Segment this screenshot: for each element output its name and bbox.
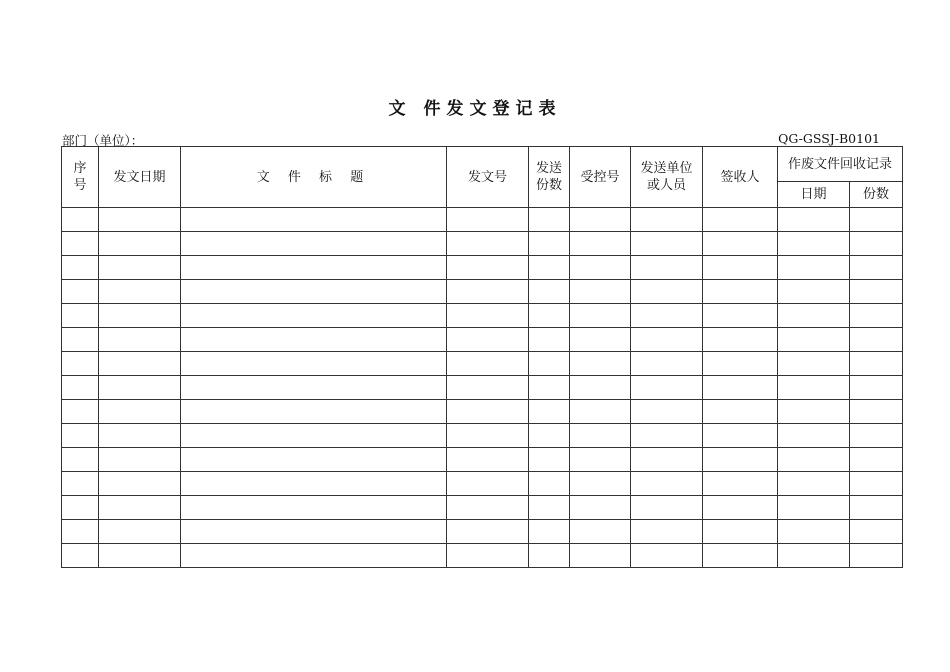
cell-doc-title[interactable]	[181, 520, 447, 544]
table-row	[62, 544, 903, 568]
cell-control-number[interactable]	[570, 496, 631, 520]
cell-recall-date[interactable]	[778, 232, 850, 256]
cell-control-number[interactable]	[570, 544, 631, 568]
cell-doc-number[interactable]	[447, 376, 529, 400]
cell-control-number[interactable]	[570, 352, 631, 376]
cell-seq[interactable]	[62, 376, 99, 400]
cell-send-date[interactable]	[99, 448, 181, 472]
cell-copies[interactable]	[529, 376, 570, 400]
cell-seq[interactable]	[62, 400, 99, 424]
cell-send-date[interactable]	[99, 352, 181, 376]
cell-seq[interactable]	[62, 256, 99, 280]
cell-doc-number[interactable]	[447, 448, 529, 472]
cell-signed-by[interactable]	[703, 424, 778, 448]
header-copies-line1: 发送	[535, 161, 562, 176]
cell-control-number[interactable]	[570, 400, 631, 424]
cell-signed-by[interactable]	[703, 472, 778, 496]
table-row	[62, 256, 903, 280]
table-row	[62, 208, 903, 232]
cell-send-date[interactable]	[99, 208, 181, 232]
cell-send-date[interactable]	[99, 232, 181, 256]
cell-recall-copies[interactable]	[850, 352, 903, 376]
cell-recall-date[interactable]	[778, 448, 850, 472]
cell-recall-date[interactable]	[778, 472, 850, 496]
cell-signed-by[interactable]	[703, 496, 778, 520]
cell-recipient[interactable]	[631, 520, 703, 544]
cell-doc-title[interactable]	[181, 280, 447, 304]
header-doc-number: 发文号	[447, 147, 529, 208]
cell-control-number[interactable]	[570, 520, 631, 544]
cell-doc-title[interactable]	[181, 544, 447, 568]
cell-recall-copies[interactable]	[850, 448, 903, 472]
cell-copies[interactable]	[529, 256, 570, 280]
cell-copies[interactable]	[529, 520, 570, 544]
cell-doc-title[interactable]	[181, 424, 447, 448]
cell-control-number[interactable]	[570, 376, 631, 400]
cell-send-date[interactable]	[99, 376, 181, 400]
register-table	[61, 146, 903, 568]
cell-send-date[interactable]	[99, 496, 181, 520]
cell-recall-date[interactable]	[778, 496, 850, 520]
table-row	[62, 280, 903, 304]
header-recall-copies: 份数	[850, 182, 903, 208]
cell-signed-by[interactable]	[703, 400, 778, 424]
cell-copies[interactable]	[529, 496, 570, 520]
cell-recall-date[interactable]	[778, 352, 850, 376]
cell-recall-date[interactable]	[778, 328, 850, 352]
cell-doc-number[interactable]	[447, 400, 529, 424]
cell-signed-by[interactable]	[703, 520, 778, 544]
cell-recall-copies[interactable]	[850, 328, 903, 352]
cell-recipient[interactable]	[631, 232, 703, 256]
cell-recall-date[interactable]	[778, 400, 850, 424]
cell-recall-copies[interactable]	[850, 520, 903, 544]
cell-signed-by[interactable]	[703, 544, 778, 568]
cell-seq[interactable]	[62, 424, 99, 448]
cell-seq[interactable]	[62, 304, 99, 328]
cell-send-date[interactable]	[99, 328, 181, 352]
table-row	[62, 424, 903, 448]
cell-doc-title[interactable]	[181, 448, 447, 472]
cell-doc-title[interactable]	[181, 256, 447, 280]
cell-recall-copies[interactable]	[850, 280, 903, 304]
cell-signed-by[interactable]	[703, 256, 778, 280]
cell-seq[interactable]	[62, 328, 99, 352]
cell-doc-number[interactable]	[447, 352, 529, 376]
header-recall-date: 日期	[778, 182, 850, 208]
cell-doc-number[interactable]	[447, 496, 529, 520]
header-send-date: 发文日期	[99, 147, 181, 208]
cell-recipient[interactable]	[631, 544, 703, 568]
cell-control-number[interactable]	[570, 424, 631, 448]
table-row	[62, 472, 903, 496]
cell-recipient[interactable]	[631, 352, 703, 376]
cell-signed-by[interactable]	[703, 232, 778, 256]
cell-doc-number[interactable]	[447, 472, 529, 496]
cell-copies[interactable]	[529, 424, 570, 448]
cell-recipient[interactable]	[631, 472, 703, 496]
cell-control-number[interactable]	[570, 256, 631, 280]
cell-recall-copies[interactable]	[850, 208, 903, 232]
header-control-number: 受控号	[570, 147, 631, 208]
cell-recall-date[interactable]	[778, 208, 850, 232]
cell-recall-date[interactable]	[778, 304, 850, 328]
cell-copies[interactable]	[529, 304, 570, 328]
cell-recipient[interactable]	[631, 496, 703, 520]
cell-recall-date[interactable]	[778, 544, 850, 568]
table-row	[62, 304, 903, 328]
cell-doc-title[interactable]	[181, 208, 447, 232]
cell-doc-number[interactable]	[447, 520, 529, 544]
cell-doc-title[interactable]	[181, 328, 447, 352]
table-row	[62, 376, 903, 400]
cell-send-date[interactable]	[99, 256, 181, 280]
cell-send-date[interactable]	[99, 544, 181, 568]
cell-recall-copies[interactable]	[850, 400, 903, 424]
cell-copies[interactable]	[529, 472, 570, 496]
header-recipient	[631, 147, 703, 208]
cell-copies[interactable]	[529, 280, 570, 304]
cell-doc-title[interactable]	[181, 232, 447, 256]
table-row	[62, 520, 903, 544]
cell-control-number[interactable]	[570, 328, 631, 352]
cell-copies[interactable]	[529, 544, 570, 568]
header-recipient-line1: 发送单位	[640, 161, 693, 176]
cell-seq[interactable]	[62, 352, 99, 376]
cell-doc-number[interactable]	[447, 256, 529, 280]
form-code: QG-GSSJ-B0101	[778, 131, 880, 146]
table-row	[62, 328, 903, 352]
cell-recipient[interactable]	[631, 280, 703, 304]
cell-recipient[interactable]	[631, 256, 703, 280]
cell-copies[interactable]	[529, 352, 570, 376]
cell-doc-title[interactable]	[181, 376, 447, 400]
cell-doc-title[interactable]	[181, 304, 447, 328]
cell-recipient[interactable]	[631, 208, 703, 232]
header-copies	[529, 147, 570, 208]
cell-recipient[interactable]	[631, 448, 703, 472]
cell-doc-title[interactable]	[181, 496, 447, 520]
cell-recipient[interactable]	[631, 424, 703, 448]
department-label: 部门（单位）：	[62, 133, 144, 148]
cell-copies[interactable]	[529, 232, 570, 256]
cell-copies[interactable]	[529, 400, 570, 424]
table-row	[62, 400, 903, 424]
cell-doc-number[interactable]	[447, 280, 529, 304]
cell-recall-date[interactable]	[778, 376, 850, 400]
cell-recipient[interactable]	[631, 400, 703, 424]
cell-copies[interactable]	[529, 208, 570, 232]
cell-control-number[interactable]	[570, 448, 631, 472]
document-title: 文 件发文登记表	[388, 99, 562, 119]
cell-seq[interactable]	[62, 520, 99, 544]
header-void-recall-group: 作废文件回收记录	[778, 147, 903, 182]
cell-send-date[interactable]	[99, 520, 181, 544]
cell-seq[interactable]	[62, 544, 99, 568]
cell-doc-title[interactable]	[181, 472, 447, 496]
register-body	[62, 208, 903, 568]
cell-recall-date[interactable]	[778, 424, 850, 448]
cell-send-date[interactable]	[99, 304, 181, 328]
cell-send-date[interactable]	[99, 472, 181, 496]
cell-recall-date[interactable]	[778, 256, 850, 280]
header-signed-by: 签收人	[703, 147, 778, 208]
cell-doc-title[interactable]	[181, 352, 447, 376]
header-seq-line1: 序	[73, 161, 87, 176]
cell-control-number[interactable]	[570, 472, 631, 496]
table-row	[62, 496, 903, 520]
header-recipient-line2: 或人员	[646, 178, 686, 193]
cell-seq[interactable]	[62, 496, 99, 520]
cell-control-number[interactable]	[570, 232, 631, 256]
cell-doc-number[interactable]	[447, 328, 529, 352]
cell-recall-copies[interactable]	[850, 304, 903, 328]
cell-seq[interactable]	[62, 280, 99, 304]
header-doc-title: 文 件 标 题	[181, 147, 447, 208]
cell-signed-by[interactable]	[703, 208, 778, 232]
cell-recall-copies[interactable]	[850, 376, 903, 400]
cell-copies[interactable]	[529, 448, 570, 472]
cell-doc-number[interactable]	[447, 304, 529, 328]
cell-doc-title[interactable]	[181, 400, 447, 424]
cell-signed-by[interactable]	[703, 352, 778, 376]
cell-control-number[interactable]	[570, 280, 631, 304]
cell-copies[interactable]	[529, 328, 570, 352]
cell-seq[interactable]	[62, 472, 99, 496]
cell-control-number[interactable]	[570, 208, 631, 232]
cell-recall-copies[interactable]	[850, 232, 903, 256]
cell-recipient[interactable]	[631, 376, 703, 400]
cell-send-date[interactable]	[99, 400, 181, 424]
cell-doc-number[interactable]	[447, 208, 529, 232]
cell-seq[interactable]	[62, 232, 99, 256]
table-row	[62, 232, 903, 256]
cell-seq[interactable]	[62, 208, 99, 232]
cell-doc-number[interactable]	[447, 232, 529, 256]
cell-recall-copies[interactable]	[850, 544, 903, 568]
cell-signed-by[interactable]	[703, 304, 778, 328]
header-seq-line2: 号	[73, 178, 87, 193]
cell-recall-copies[interactable]	[850, 472, 903, 496]
cell-doc-number[interactable]	[447, 544, 529, 568]
cell-seq[interactable]	[62, 448, 99, 472]
cell-signed-by[interactable]	[703, 280, 778, 304]
header-seq	[62, 147, 99, 208]
cell-recall-date[interactable]	[778, 280, 850, 304]
table-row	[62, 352, 903, 376]
cell-recipient[interactable]	[631, 328, 703, 352]
cell-recall-date[interactable]	[778, 520, 850, 544]
cell-signed-by[interactable]	[703, 376, 778, 400]
cell-doc-number[interactable]	[447, 424, 529, 448]
cell-send-date[interactable]	[99, 424, 181, 448]
cell-recall-copies[interactable]	[850, 424, 903, 448]
cell-recall-copies[interactable]	[850, 496, 903, 520]
table-row	[62, 448, 903, 472]
cell-signed-by[interactable]	[703, 328, 778, 352]
cell-recipient[interactable]	[631, 304, 703, 328]
cell-control-number[interactable]	[570, 304, 631, 328]
cell-signed-by[interactable]	[703, 448, 778, 472]
cell-send-date[interactable]	[99, 280, 181, 304]
header-copies-line2: 份数	[535, 178, 562, 193]
cell-recall-copies[interactable]	[850, 256, 903, 280]
